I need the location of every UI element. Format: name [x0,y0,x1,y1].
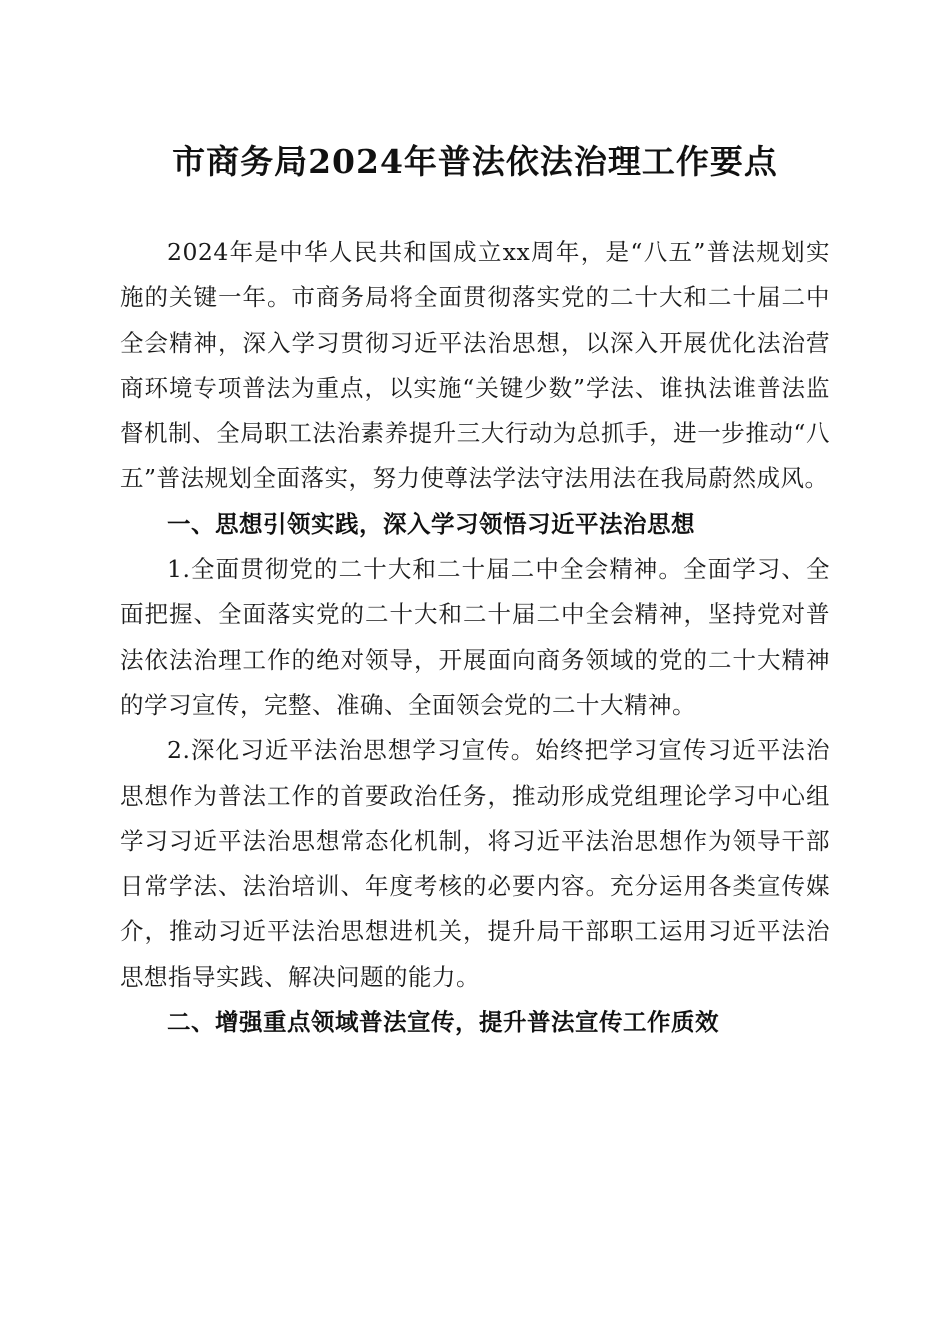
section-1-item-1: 1.全面贯彻党的二十大和二十届二中全会精神。全面学习、全面把握、全面落实党的二十大和二十届二中全会精神，坚持党对普法依法治理工作的绝对领导，开展面向商务领域的党的二十大精神的学习宣传，完整、准确、全面领会党的二十大精神。 [120,555,830,719]
document-page [120,0,830,1344]
section-1-item-2: 2.深化习近平法治思想学习宣传。始终把学习宣传习近平法治思想作为普法工作的首要政治任务，推动形成党组理论学习中心组学习习近平法治思想常态化机制，将习近平法治思想作为领导干部日常学法、法治培训、年度考核的必要内容。充分运用各类宣传媒介，推动习近平法治思想进机关，提升局干部职工运用习近平法治思想指导实践、解决问题的能力。 [120,736,830,991]
document-body [120,230,830,1045]
intro-paragraph: 2024年是中华人民共和国成立xx周年，是“八五”普法规划实施的关键一年。市商务局将全面贯彻落实党的二十大和二十届二中全会精神，深入学习贯彻习近平法治思想，以深入开展优化法治营商环境专项普法为重点，以实施“关键少数”学法、谁执法谁普法监督机制、全局职工法治素养提升三大行动为总抓手，进一步推动“八五”普法规划全面落实，努力使尊法学法守法用法在我局蔚然成风。 [120,238,830,493]
section-2-heading: 二、增强重点领域普法宣传，提升普法宣传工作质效 [167,1008,719,1037]
document-title: 市商务局2024年普法依法治理工作要点 [172,142,778,181]
section-1-heading: 一、思想引领实践，深入学习领悟习近平法治思想 [167,509,695,538]
